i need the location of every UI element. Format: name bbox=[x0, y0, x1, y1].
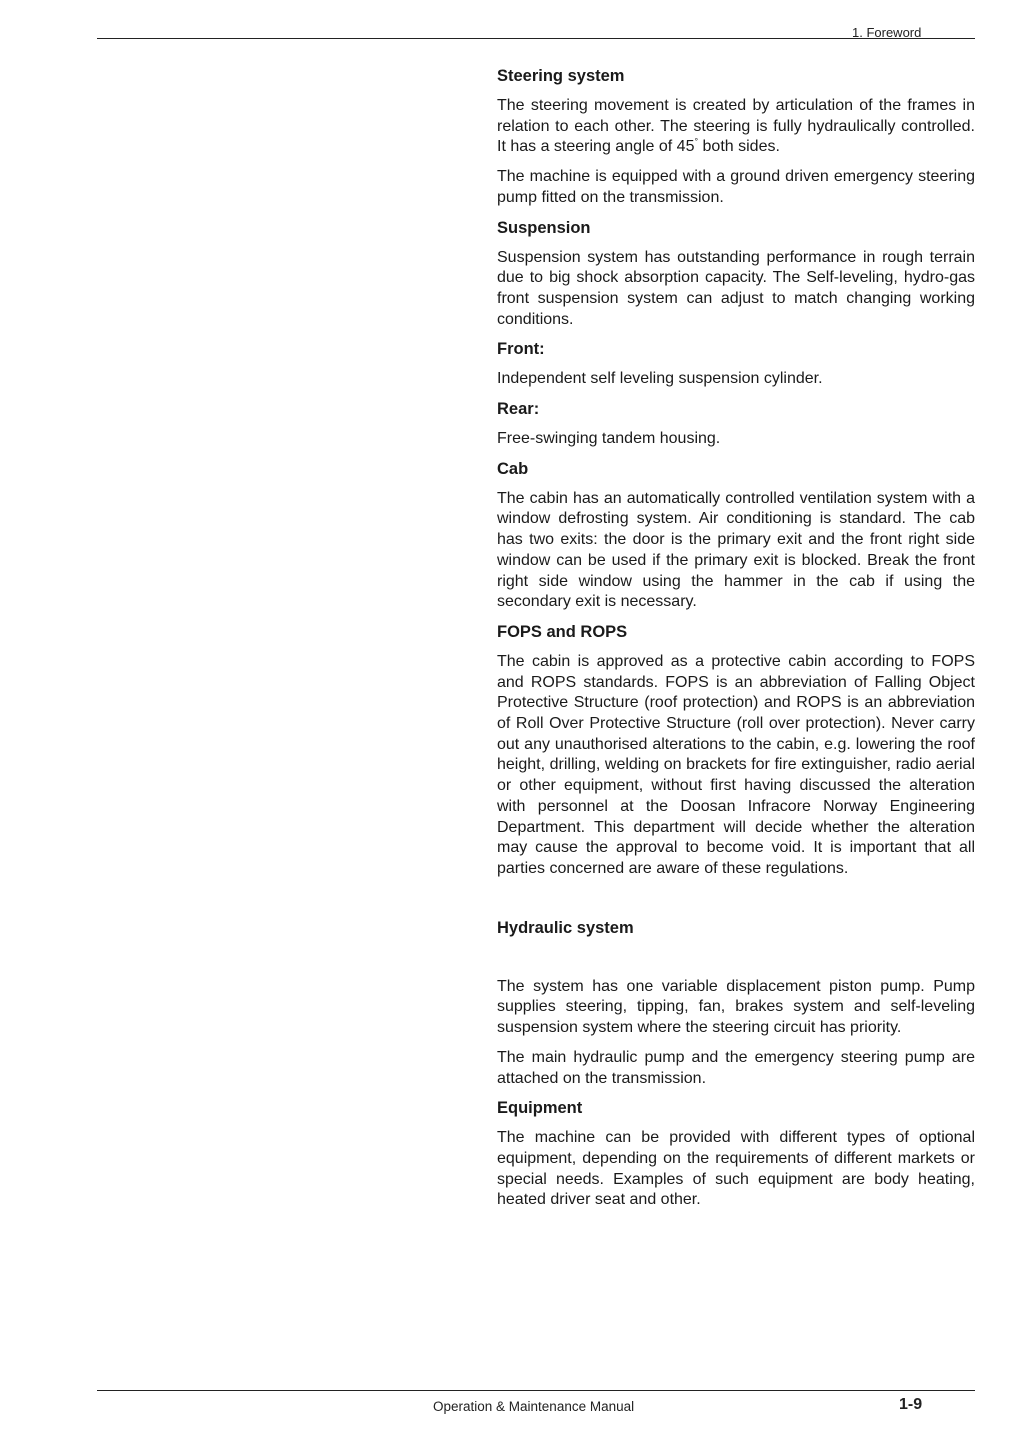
heading-cab: Cab bbox=[497, 459, 529, 478]
paragraph-equipment-1: The machine can be provided with different types of optional equipment, depending on the requirements of different markets or special needs. Examples of such equipment are body heating, heated driver seat and other. bbox=[497, 1129, 975, 1209]
page-number: 1-9 bbox=[899, 1396, 923, 1413]
paragraph-suspension-1: Suspension system has outstanding performance in rough terrain due to big shock absorption capacity. The Self-leveling, hydro-gas front suspension system can adjust to match changing working conditions. bbox=[497, 248, 975, 328]
footer-manual-title: Operation & Maintenance Manual bbox=[433, 1399, 635, 1414]
paragraph-fops-1: The cabin is approved as a protective cabin according to FOPS and ROPS standards. FOPS is an abbreviation of Falling Object Protective Structure (roof protection) and ROPS is an abbreviation of Roll Over Protective Structure (roll over protection). Never carry out any unauthorised alterations to the cabin, e.g. lowering the roof height, drilling, welding on brackets for fire extinguisher, radio aerial or other equipment, without first having discussed the alteration with personnel at the Doosan Infracore Norway Engineering Department. This department will decide whether the alteration may cause the approval to become void. It is important that all parties concerned are aware of these regulations. bbox=[497, 652, 975, 877]
heading-equipment: Equipment bbox=[497, 1099, 583, 1118]
header-section-label: 1. Foreword bbox=[852, 25, 922, 40]
heading-hydraulic-system: Hydraulic system bbox=[497, 918, 634, 937]
paragraph-hydraulic-2: The main hydraulic pump and the emergency steering pump are attached on the transmission. bbox=[497, 1048, 975, 1087]
heading-steering-system: Steering system bbox=[497, 67, 625, 85]
paragraph-rear-1: Free-swinging tandem housing. bbox=[497, 430, 721, 448]
heading-fops-rops: FOPS and ROPS bbox=[497, 622, 628, 641]
heading-rear: Rear: bbox=[497, 400, 540, 419]
paragraph-front-1: Independent self leveling suspension cylinder. bbox=[497, 370, 823, 388]
heading-front: Front: bbox=[497, 340, 545, 359]
heading-suspension: Suspension bbox=[497, 218, 591, 237]
paragraph-hydraulic-1: The system has one variable displacement piston pump. Pump supplies steering, tipping, fan, brakes system and self-leveling suspension system where the steering circuit has priority. bbox=[497, 977, 975, 1037]
paragraph-steering-2: The machine is equipped with a ground driven emergency steering pump fitted on the transmission. bbox=[497, 168, 975, 206]
paragraph-steering-1: The steering movement is created by articulation of the frames in relation to each other. The steering is fully hydraulically controlled. It has a steering angle of 45° both sides. bbox=[497, 97, 975, 156]
header-rule bbox=[97, 38, 975, 39]
paragraph-cab-1: The cabin has an automatically controlled ventilation system with a window defrosting system. Air conditioning is standard. The cab has two exits: the door is the primary exit and the front right side window can be used if the primary exit is blocked. Break the front right side window using the hammer in the cab if using the secondary exit is necessary. bbox=[497, 489, 975, 611]
footer-rule bbox=[97, 1390, 975, 1391]
page-content bbox=[497, 66, 975, 1220]
